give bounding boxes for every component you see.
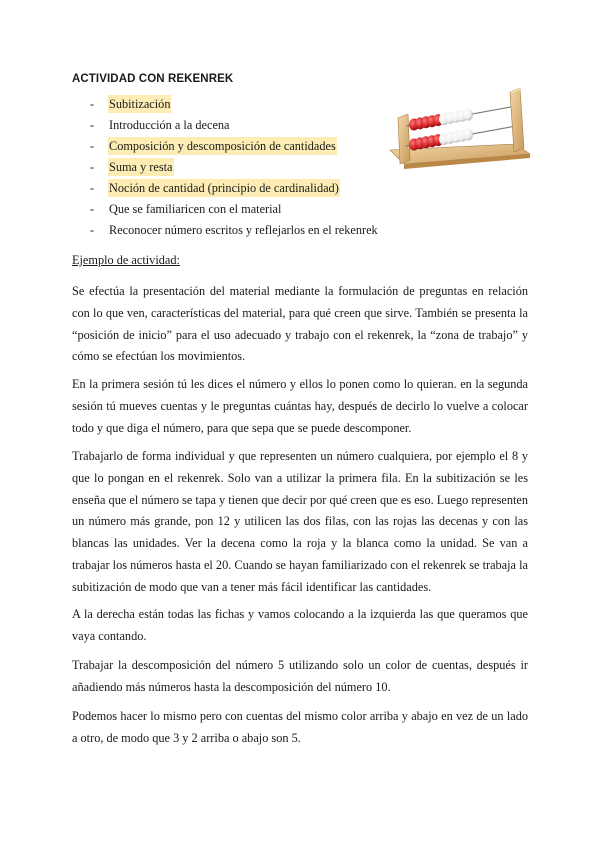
list-item-text: Reconocer número escritos y reflejarlos en el rekenrek (109, 223, 378, 237)
list-item-text: Que se familiaricen con el material (109, 202, 282, 216)
example-heading: Ejemplo de actividad: (72, 253, 180, 267)
list-dash: - (90, 139, 95, 153)
document-title: ACTIVIDAD CON REKENREK (72, 73, 234, 85)
list-item-text: Introducción a la decena (109, 118, 230, 132)
paragraph-right-side: A la derecha están todas las fichas y vamos colocando a la izquierda las que queramos que vaya contando. (72, 607, 528, 643)
wood-right-post (510, 88, 524, 152)
bead-row-top (409, 109, 473, 131)
paragraph-decomposition: Trabajar la descomposición del número 5 utilizando solo un color de cuentas, después ir añadiendo más números hasta la descomposición del número 10. (72, 658, 528, 694)
paragraph-individual-work: Trabajarlo de forma individual y que representen un número cualquiera, por ejemplo el 8 y que lo pongan en el rekenrek. Solo van a utilizar la primera fila. En la subitización se les enseña que el número se tapa y tienen que decir por qué creen que es eso. Luego representen un número más grande, pon 12 y utilicen las dos filas, con las rojas las decenas y con las blancas las unidades. Ver la decena como la roja y la blanca como la unidad. Se van a trabajar los números hasta el 20. Cuando se hayan familiarizado con el rekenrek se trabaja la subitización de modo que van a tener más fácil identificar las cantidades. (72, 449, 528, 594)
rekenrek-image (384, 84, 534, 170)
paragraph-same-color: Podemos hacer lo mismo pero con cuentas del mismo color arriba y abajo en vez de un lado a otro, de modo que 3 y 2 arriba o abajo son 5. (72, 709, 528, 745)
list-dash: - (90, 118, 95, 132)
list-item-text: Subitización (109, 97, 171, 111)
paragraph-presentation: Se efectúa la presentación del material mediante la formulación de preguntas en relación con lo que ven, características del material, para qué creen que sirve. También se presenta la “posición de inicio” para el uso adecuado y trabajo con el rekenrek, la “zona de trabajo” y cómo se efectúan los movimientos. (72, 284, 528, 364)
list-item-text: Composición y descomposición de cantidades (109, 139, 336, 153)
list-dash: - (90, 223, 95, 237)
list-dash: - (90, 202, 95, 216)
wood-left-post (398, 114, 410, 164)
list-item-text: Noción de cantidad (principio de cardinalidad) (109, 181, 339, 195)
list-dash: - (90, 181, 95, 195)
list-dash: - (90, 160, 95, 174)
list-item-text: Suma y resta (109, 160, 173, 174)
list-dash: - (90, 97, 95, 111)
paragraph-first-session: En la primera sesión tú les dices el número y ellos lo ponen como lo quieran. en la segunda sesión tú mueves cuentas y le preguntas cuántas hay, después de decirlo lo vuelve a colocar todo y que diga el número, para que sepa que se puede descomponer. (72, 377, 528, 435)
